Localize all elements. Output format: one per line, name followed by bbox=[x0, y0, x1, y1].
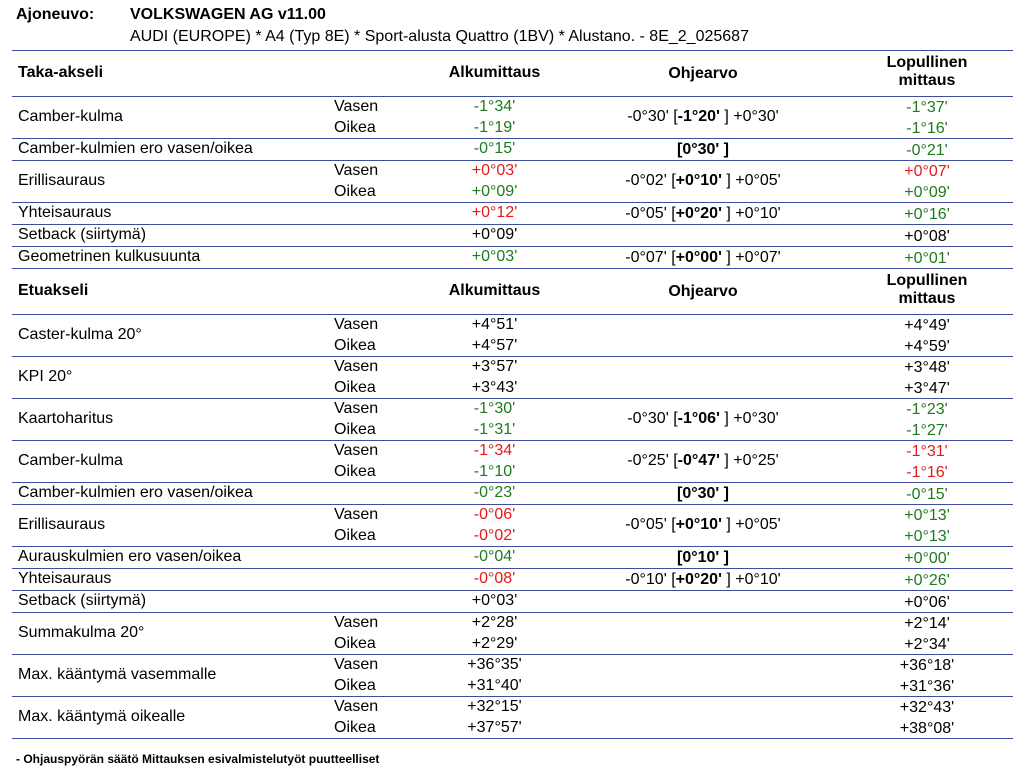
side-label: Oikea bbox=[334, 183, 376, 200]
spec-limit: -0°25' [ bbox=[627, 452, 678, 469]
initial-value: -1°10' bbox=[473, 463, 516, 480]
spec-limit: ] +0°10' bbox=[721, 205, 781, 222]
final-value: +0°00' bbox=[904, 550, 950, 567]
side-label: Vasen bbox=[334, 698, 379, 715]
initial-value: -0°06' bbox=[473, 506, 516, 523]
initial-value: -0°23' bbox=[473, 484, 516, 501]
row-label: Erillisauraus bbox=[18, 172, 106, 189]
final-value: +0°09' bbox=[904, 184, 950, 201]
spec-limit: ] +0°07' bbox=[721, 249, 781, 266]
initial-value: +36°35' bbox=[467, 656, 522, 673]
initial-value: -1°34' bbox=[473, 442, 516, 459]
side-label: Oikea bbox=[334, 379, 376, 396]
side-label: Vasen bbox=[334, 358, 379, 375]
final-value: -1°31' bbox=[906, 443, 948, 460]
side-label: Vasen bbox=[334, 656, 379, 673]
final-value: +31°36' bbox=[899, 678, 955, 695]
initial-value: +32°15' bbox=[467, 698, 522, 715]
final-value: +4°59' bbox=[904, 338, 950, 355]
spec-range bbox=[584, 204, 822, 224]
row-label: Max. kääntymä vasemmalle bbox=[18, 666, 217, 683]
spec-target: +0°10' bbox=[675, 172, 722, 189]
final-value: -1°37' bbox=[906, 99, 948, 116]
column-spec: Ohjearvo bbox=[668, 283, 738, 300]
section-title: Taka-akseli bbox=[18, 64, 104, 81]
final-value: +36°18' bbox=[899, 657, 955, 674]
side-label: Oikea bbox=[334, 719, 376, 736]
spec-range bbox=[584, 548, 822, 568]
initial-value: +4°57' bbox=[471, 337, 518, 354]
spec-range bbox=[584, 248, 822, 268]
initial-value: +0°09' bbox=[471, 226, 518, 243]
column-final: Lopullinen mittaus bbox=[886, 54, 968, 89]
final-value: +2°14' bbox=[904, 615, 950, 632]
side-label: Vasen bbox=[334, 400, 379, 417]
final-value: +0°13' bbox=[904, 528, 950, 545]
initial-value: -1°19' bbox=[473, 119, 516, 136]
final-value: -0°21' bbox=[906, 142, 948, 159]
spec-limit: ] +0°05' bbox=[721, 516, 781, 533]
initial-value: -1°34' bbox=[473, 98, 516, 115]
row-label: Camber-kulma bbox=[18, 452, 123, 469]
final-value: +0°08' bbox=[904, 228, 950, 245]
initial-value: +0°12' bbox=[471, 204, 518, 221]
row-label: Kaartoharitus bbox=[18, 410, 114, 427]
spec-range bbox=[584, 451, 822, 471]
final-value: +4°49' bbox=[904, 317, 950, 334]
side-label: Vasen bbox=[334, 442, 379, 459]
row-label: Aurauskulmien ero vasen/oikea bbox=[18, 548, 242, 565]
side-label: Oikea bbox=[334, 463, 376, 480]
row-divider bbox=[12, 50, 1013, 51]
final-value: -0°15' bbox=[906, 486, 948, 503]
row-label: Camber-kulma bbox=[18, 108, 123, 125]
final-value: +0°16' bbox=[904, 206, 950, 223]
section-title: Etuakseli bbox=[18, 282, 89, 299]
spec-range bbox=[584, 570, 822, 590]
spec-limit: ] +0°05' bbox=[721, 172, 781, 189]
row-label: Yhteisauraus bbox=[18, 204, 112, 221]
final-value: +32°43' bbox=[899, 699, 955, 716]
spec-limit: -0°02' [ bbox=[625, 172, 676, 189]
spec-range bbox=[584, 140, 822, 160]
spec-range bbox=[584, 484, 822, 504]
side-label: Vasen bbox=[334, 614, 379, 631]
row-label: KPI 20° bbox=[18, 368, 73, 385]
initial-value: +3°43' bbox=[471, 379, 518, 396]
spec-target: [0°30' ] bbox=[677, 141, 729, 158]
vehicle-make: VOLKSWAGEN AG v11.00 bbox=[130, 6, 326, 23]
side-label: Oikea bbox=[334, 421, 376, 438]
spec-target: +0°00' bbox=[675, 249, 722, 266]
final-value: +0°06' bbox=[904, 594, 950, 611]
row-label: Yhteisauraus bbox=[18, 570, 112, 587]
initial-value: -1°31' bbox=[473, 421, 516, 438]
side-label: Oikea bbox=[334, 119, 376, 136]
initial-value: +37°57' bbox=[467, 719, 522, 736]
initial-value: +4°51' bbox=[471, 316, 518, 333]
row-label: Erillisauraus bbox=[18, 516, 106, 533]
spec-target: -1°20' bbox=[677, 108, 720, 125]
final-value: -1°23' bbox=[906, 401, 948, 418]
footnote: - Ohjauspyörän säätö Mittauksen esivalmistelutyöt puutteelliset bbox=[16, 752, 380, 766]
alignment-report-table bbox=[12, 50, 1013, 750]
initial-value: +0°09' bbox=[471, 183, 518, 200]
spec-limit: ] +0°25' bbox=[719, 452, 779, 469]
spec-target: -1°06' bbox=[677, 410, 720, 427]
spec-target: +0°10' bbox=[675, 516, 722, 533]
side-label: Oikea bbox=[334, 635, 376, 652]
side-label: Vasen bbox=[334, 506, 379, 523]
spec-limit: ] +0°30' bbox=[719, 108, 779, 125]
column-final: Lopullinen mittaus bbox=[886, 272, 968, 307]
spec-target: [0°30' ] bbox=[677, 485, 729, 502]
column-initial: Alkumittaus bbox=[448, 64, 541, 81]
initial-value: -0°02' bbox=[473, 527, 516, 544]
spec-target: -0°47' bbox=[677, 452, 720, 469]
spec-range bbox=[584, 171, 822, 191]
row-label: Caster-kulma 20° bbox=[18, 326, 142, 343]
final-value: -1°16' bbox=[906, 464, 948, 481]
row-label: Max. kääntymä oikealle bbox=[18, 708, 186, 725]
side-label: Oikea bbox=[334, 527, 376, 544]
final-value: +3°48' bbox=[904, 359, 950, 376]
initial-value: +0°03' bbox=[471, 162, 518, 179]
spec-limit: -0°05' [ bbox=[625, 205, 676, 222]
row-label: Geometrinen kulkusuunta bbox=[18, 248, 201, 265]
side-label: Vasen bbox=[334, 98, 379, 115]
spec-limit: ] +0°30' bbox=[719, 410, 779, 427]
initial-value: +0°03' bbox=[471, 592, 518, 609]
vehicle-label: Ajoneuvo: bbox=[16, 6, 95, 23]
initial-value: +2°29' bbox=[471, 635, 518, 652]
spec-target: [0°10' ] bbox=[677, 549, 729, 566]
spec-limit: -0°30' [ bbox=[627, 410, 678, 427]
final-value: +2°34' bbox=[904, 636, 950, 653]
row-label: Setback (siirtymä) bbox=[18, 592, 147, 609]
spec-range bbox=[584, 409, 822, 429]
final-value: +0°13' bbox=[904, 507, 950, 524]
column-initial: Alkumittaus bbox=[448, 282, 541, 299]
row-label: Camber-kulmien ero vasen/oikea bbox=[18, 140, 253, 157]
initial-value: +3°57' bbox=[471, 358, 518, 375]
final-value: +3°47' bbox=[904, 380, 950, 397]
initial-value: +2°28' bbox=[471, 614, 518, 631]
final-value: +0°07' bbox=[904, 163, 950, 180]
row-label: Setback (siirtymä) bbox=[18, 226, 147, 243]
spec-limit: ] +0°10' bbox=[721, 571, 781, 588]
row-label: Camber-kulmien ero vasen/oikea bbox=[18, 484, 253, 501]
initial-value: -0°04' bbox=[473, 548, 516, 565]
initial-value: +31°40' bbox=[467, 677, 522, 694]
final-value: +0°26' bbox=[904, 572, 950, 589]
initial-value: -0°08' bbox=[473, 570, 516, 587]
initial-value: -1°30' bbox=[473, 400, 516, 417]
final-value: -1°16' bbox=[906, 120, 948, 137]
column-spec: Ohjearvo bbox=[668, 65, 738, 82]
side-label: Vasen bbox=[334, 316, 379, 333]
row-divider bbox=[12, 738, 1013, 739]
final-value: +38°08' bbox=[899, 720, 955, 737]
final-value: -1°27' bbox=[906, 422, 948, 439]
side-label: Oikea bbox=[334, 337, 376, 354]
side-label: Vasen bbox=[334, 162, 379, 179]
side-label: Oikea bbox=[334, 677, 376, 694]
spec-limit: -0°07' [ bbox=[625, 249, 676, 266]
spec-target: +0°20' bbox=[675, 571, 722, 588]
initial-value: +0°03' bbox=[471, 248, 518, 265]
initial-value: -0°15' bbox=[473, 140, 516, 157]
final-value: +0°01' bbox=[904, 250, 950, 267]
row-divider bbox=[12, 268, 1013, 269]
spec-limit: -0°30' [ bbox=[627, 108, 678, 125]
vehicle-model: AUDI (EUROPE) * A4 (Typ 8E) * Sport-alusta Quattro (1BV) * Alustano. - 8E_2_025687 bbox=[130, 28, 749, 45]
spec-limit: -0°05' [ bbox=[625, 516, 676, 533]
row-label: Summakulma 20° bbox=[18, 624, 145, 641]
spec-limit: -0°10' [ bbox=[625, 571, 676, 588]
spec-range bbox=[584, 515, 822, 535]
spec-target: +0°20' bbox=[675, 205, 722, 222]
spec-range bbox=[584, 107, 822, 127]
